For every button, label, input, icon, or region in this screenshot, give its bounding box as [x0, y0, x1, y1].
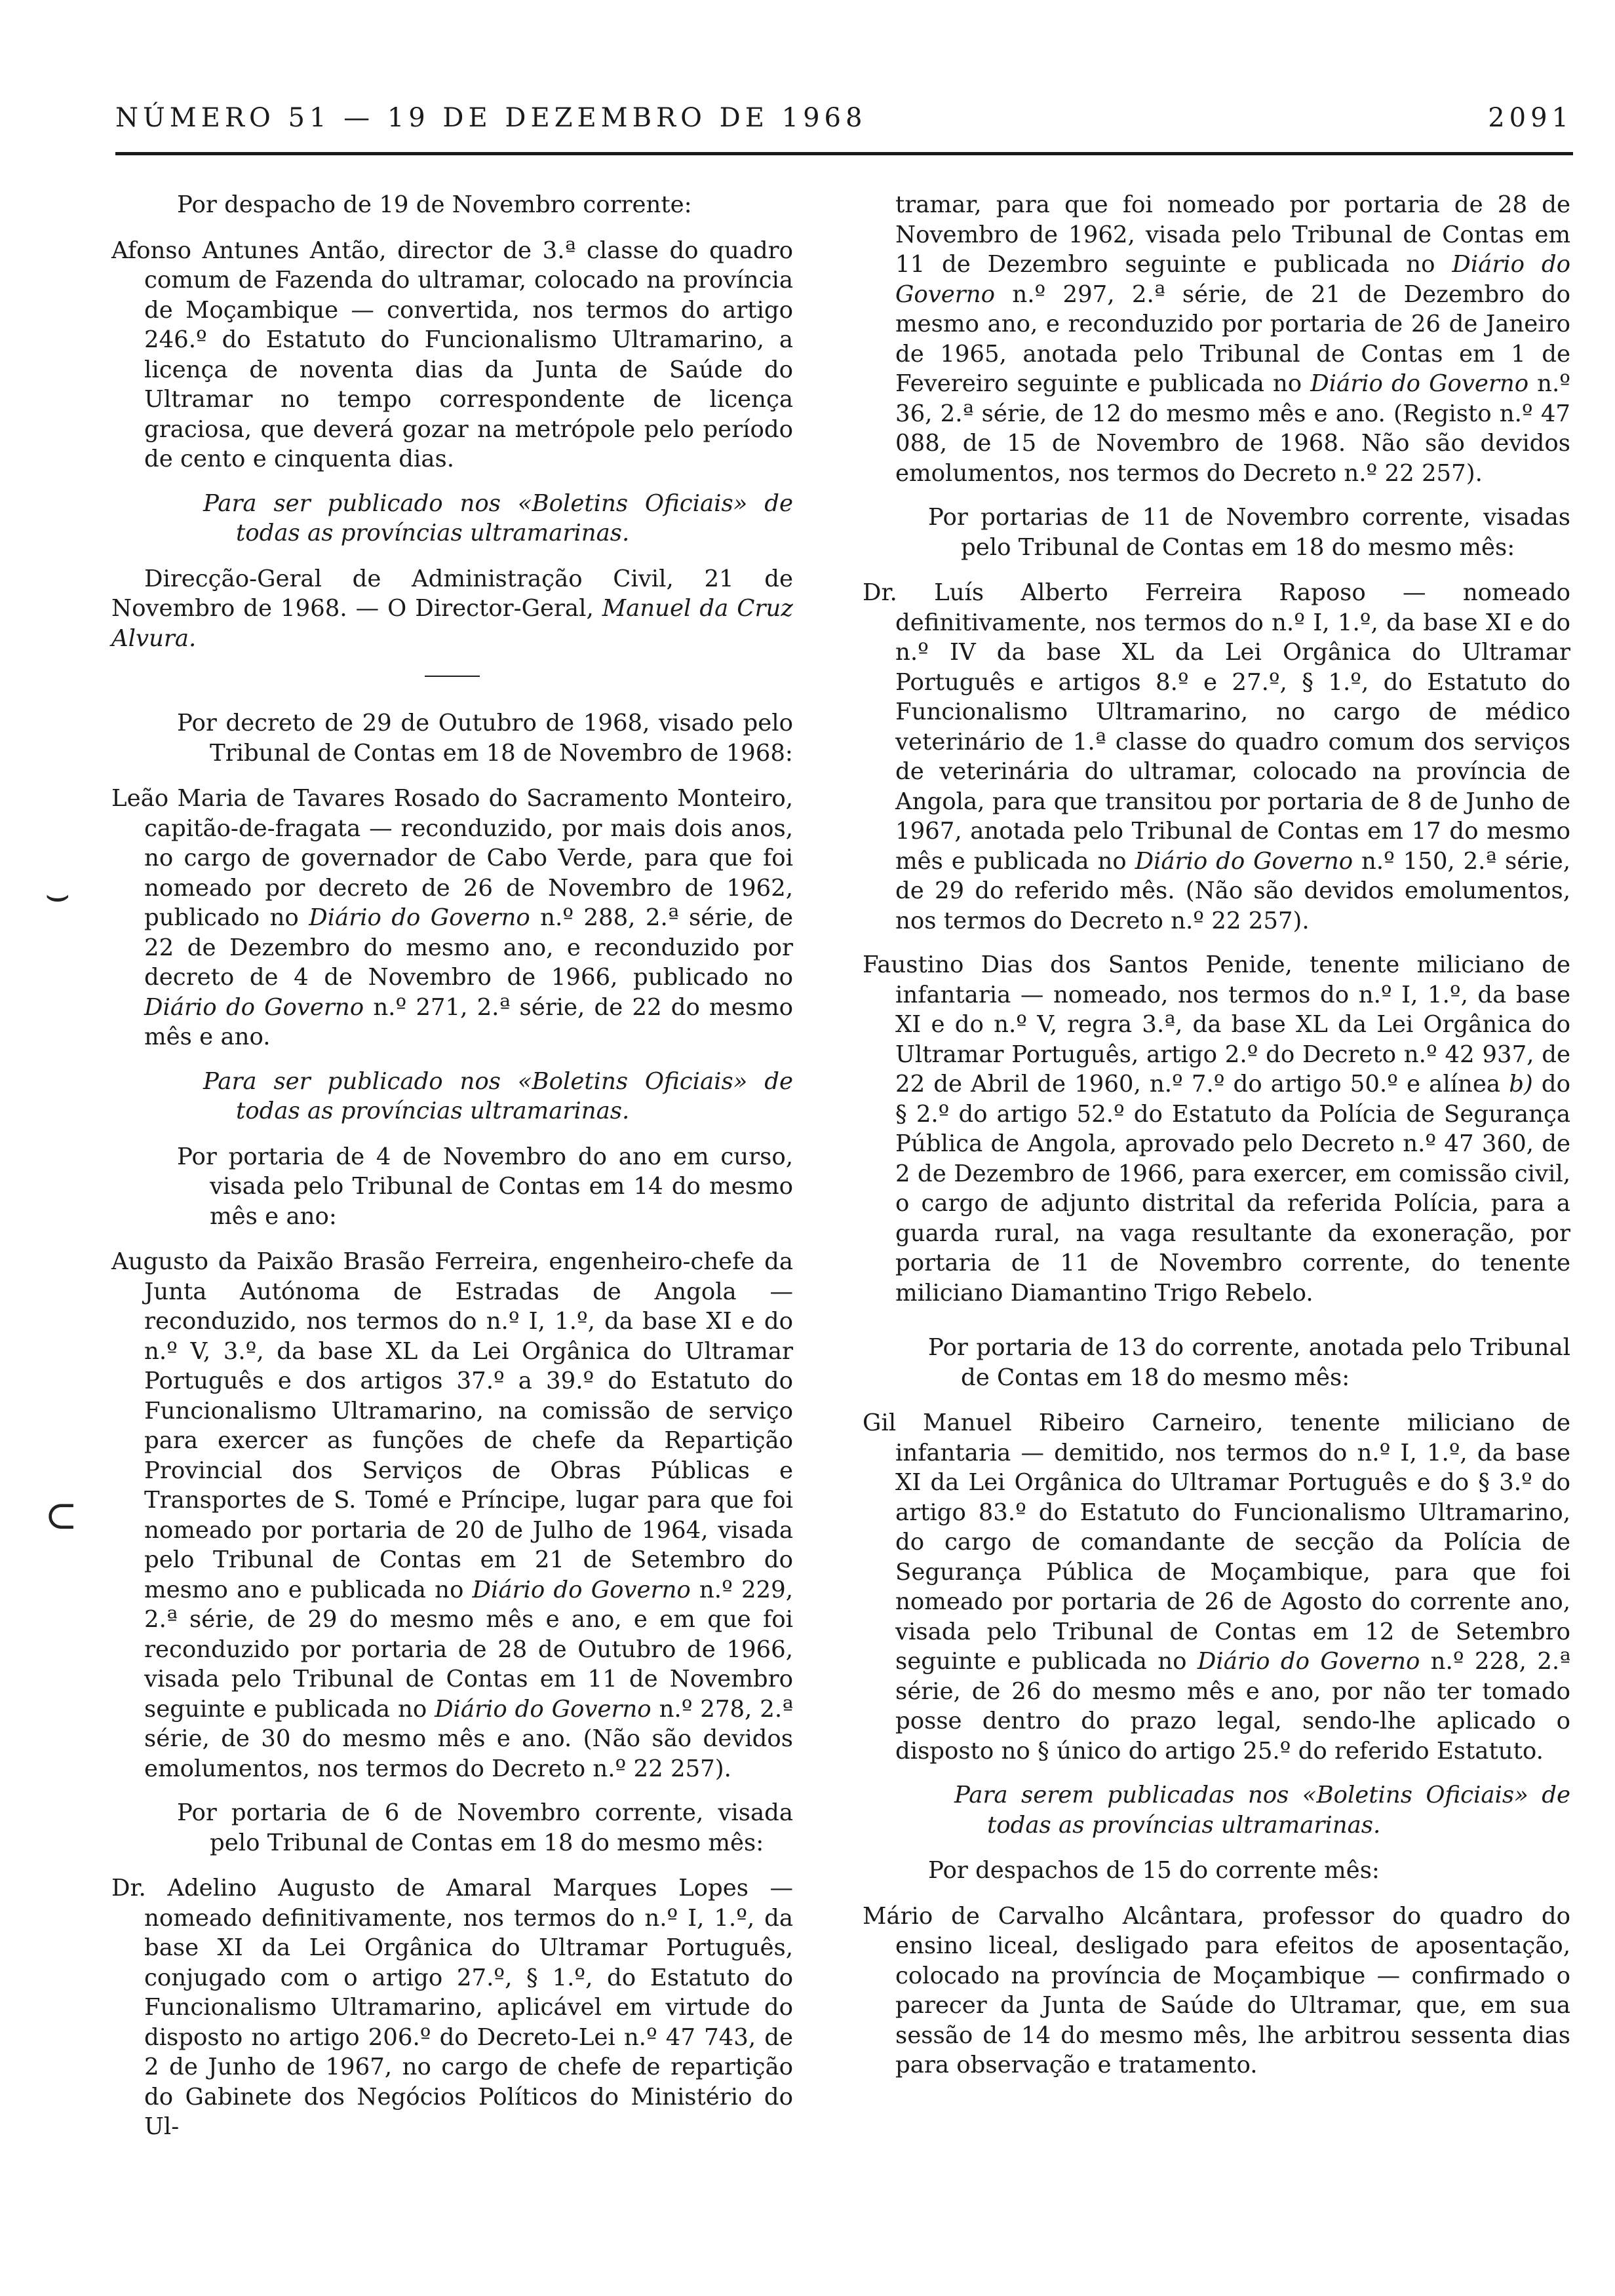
entry-text: n.º 288, 2.ª série, de 22 de Dezembro do mesmo ano, e reconduzido por decreto de 4 de Novembro de 1966, publicado no [144, 904, 793, 991]
entry-leao-monteiro [111, 784, 793, 1052]
despacho-intro: Por despacho de 19 de Novembro corrente: [177, 191, 692, 218]
entry-adelino-lopes: Dr. Adelino Augusto de Amaral Marques Lopes — nomeado definitivamente, nos termos do n.º I, 1.º, da base XI da Lei Orgânica do Ultramar Português, conjugado com o artigo 27.º, § 1.º, do Estatuto do Funcionalismo Ultramarino, aplicável em virtude do disposto no artigo 206.º do Decreto-Lei n.º 47 743, de 2 de Junho de 1967, no cargo de chefe de repartição do Gabinete dos Negócios Políticos do Ministério do Ul- [111, 1875, 793, 2140]
portaria-intro: Por portaria de 13 do corrente, anotada pelo Tribunal de Contas em 18 do mesmo mês: [928, 1334, 1570, 1391]
entry-text: n.º 297, 2.ª série, de 21 de Dezembro do mesmo ano, e reconduzido por portaria de 26 de Janeiro de 1965, anotada pelo Tribunal de Contas em 1 de Fevereiro seguinte e publicada no [895, 280, 1570, 397]
entry-augusto-ferreira [111, 1247, 793, 1784]
spacer [863, 1322, 1570, 1333]
entry-faustino-penide [863, 950, 1570, 1308]
page-header [115, 98, 1573, 138]
portarias-intro: Por portarias de 11 de Novembro corrente, visadas pelo Tribunal de Contas em 18 do mesmo mês: [928, 504, 1570, 561]
entry-text: Leão Maria de Tavares Rosado do Sacramento Monteiro, capitão-de-fragata — reconduzido, por mais dois anos, no cargo de governador de Cabo Verde, para que foi nomeado por decreto de 26 de Novembro de 1962, publicado no [111, 785, 793, 931]
entry-text: n.º 36, 2.ª série, de 12 do mesmo mês e ano. (Registo n.º 47 088, de 15 de Novembro de 1968. Não são devidos emolumentos, nos termos do Decreto n.º 22 257). [895, 370, 1571, 487]
margin-bracket-mark: ⊂ [45, 1493, 78, 1539]
gazette-ref: Diário do Governo [435, 1695, 652, 1723]
page-number: 2091 [1488, 103, 1573, 133]
entry-text: n.º 229, 2.ª série, de 29 do mesmo mês e ano, e em que foi reconduzido por portaria de 28 de Outubro de 1966, visada pelo Tribunal de Contas em 11 de Novembro seguinte e publicada no [144, 1576, 794, 1723]
entry-text: tramar, para que foi nomeado por portaria de 28 de Novembro de 1962, visada pelo Tribunal de Contas em 11 de Dezembro seguinte e publicada no [895, 191, 1570, 278]
entry-luis-raposo [863, 578, 1570, 936]
section-divider [425, 676, 480, 677]
entry-text: Augusto da Paixão Brasão Ferreira, engenheiro-chefe da Junta Autónoma de Estradas de Angola — reconduzido, nos termos do n.º I, 1.º, da base XI e do n.º V, 3.º, da base XL da Lei Orgânica do Ultramar Português e dos artigos 37.º a 39.º do Estatuto do Funcionalismo Ultramarino, na comissão de serviço para exercer as funções de chefe da Repartição Provincial dos Serviços de Obras Públicas e Transportes de S. Tomé e Príncipe, lugar para que foi nomeado por portaria de 20 de Julho de 1964, visada pelo Tribunal de Contas em 21 de Setembro do mesmo ano e publicada no [111, 1248, 793, 1603]
signature-text: Direcção-Geral de Administração Civil, 21 de Novembro de 1968. — O Director-Geral, [111, 565, 793, 622]
gazette-ref: Diário do Governo [895, 251, 1570, 308]
left-column [111, 190, 793, 2156]
portaria-intro: Por portaria de 6 de Novembro corrente, visada pelo Tribunal de Contas em 18 do mesmo mês: [177, 1799, 793, 1856]
publication-note: Para serem publicadas nos «Boletins Oficiais» de todas as províncias ultramarinas. [954, 1782, 1570, 1839]
entry-afonso-antao: Afonso Antunes Antão, director de 3.ª classe do quadro comum de Fazenda do ultramar, colocado na província de Moçambique — convertida, nos termos do artigo 246.º do Estatuto do Funcionalismo Ultramarino, a licença de noventa dias da Junta de Saúde do Ultramar no tempo correspondente de licença graciosa, que deverá gozar na metrópole pelo período de cento e cinquenta dias. [111, 237, 793, 472]
entry-text: n.º 271, 2.ª série, de 22 do mesmo mês e ano. [144, 993, 793, 1050]
entry-gil-carneiro [863, 1408, 1570, 1766]
publication-note: Para ser publicado nos «Boletins Oficiais» de todas as províncias ultramarinas. [203, 489, 793, 546]
signature-line [111, 564, 793, 654]
entry-mario-alcantara: Mário de Carvalho Alcântara, professor do quadro do ensino liceal, desligado para efeitos de aposentação, colocado na província de Moçambique — confirmado o parecer da Junta de Saúde do Ultramar, que, em sua sessão de 14 do mesmo mês, lhe arbitrou sessenta dias para observação e tratamento. [863, 1902, 1570, 2078]
margin-tick-mark: ⌣ [45, 871, 71, 917]
entry-text: n.º 228, 2.ª série, de 26 do mesmo mês e ano, por não ter tomado posse dentro do prazo legal, sendo-lhe aplicado o disposto no § único do artigo 25.º do referido Estatuto. [895, 1648, 1570, 1765]
despachos-intro: Por despachos de 15 do corrente mês: [928, 1857, 1380, 1884]
gazette-ref: Diário do Governo [472, 1576, 691, 1603]
entry-text: n.º 278, 2.ª série, de 30 do mesmo mês e ano. (Não são devidos emolumentos, nos termos do Decreto n.º 22 257). [144, 1695, 793, 1782]
gazette-ref: Diário do Governo [309, 904, 530, 931]
gazette-ref: Diário do Governo [144, 993, 364, 1021]
gazette-ref: Diário do Governo [1135, 847, 1353, 875]
publication-note: Para ser publicado nos «Boletins Oficiais» de todas as províncias ultramarinas. [203, 1067, 793, 1124]
signatory-name: Manuel da Cruz Alvura. [111, 595, 794, 652]
entry-text: Faustino Dias dos Santos Penide, tenente miliciano de infantaria — nomeado, nos termos do n.º I, 1.º, da base XI e do n.º V, regra 3.ª, da base XL da Lei Orgânica do Ultramar Português, artigo 2.º do Decreto n.º 42 937, de 22 de Abril de 1960, n.º 7.º do artigo 50.º e alínea [863, 951, 1570, 1098]
gazette-ref: Diário do Governo [1310, 370, 1529, 397]
header-rule [115, 152, 1573, 155]
clause-ref: b) [1509, 1071, 1533, 1098]
entry-text: Dr. Luís Alberto Ferreira Raposo — nomeado definitivamente, nos termos do n.º I, 1.º, da base XI e do n.º IV da base XL da Lei Orgânica do Ultramar Português e artigos 8.º e 27.º, § 1.º, do Estatuto do Funcionalismo Ultramarino, no cargo de médico veterinário de 1.ª classe do quadro comum dos serviços de veterinária do ultramar, colocado na província de Angola, para que transitou por portaria de 8 de Junho de 1967, anotada pelo Tribunal de Contas em 17 do mesmo mês e publicada no [863, 579, 1570, 875]
gazette-ref: Diário do Governo [1197, 1648, 1420, 1675]
issue-title: NÚMERO 51 — 19 DE DEZEMBRO DE 1968 [115, 103, 867, 133]
decreto-intro: Por decreto de 29 de Outubro de 1968, visado pelo Tribunal de Contas em 18 de Novembro de 1968: [177, 710, 793, 767]
right-column [863, 190, 1570, 2095]
entry-text: Gil Manuel Ribeiro Carneiro, tenente miliciano de infantaria — demitido, nos termos do n.º I, 1.º, da base XI da Lei Orgânica do Ultramar Português e do § 3.º do artigo 83.º do Estatuto do Funcionalismo Ultramarino, do cargo de comandante de secção da Polícia de Segurança Pública de Moçambique, para que foi nomeado por portaria de 26 de Agosto do corrente ano, visada pelo Tribunal de Contas em 12 de Setembro seguinte e publicada no [863, 1409, 1570, 1675]
entry-adelino-lopes-continued [863, 190, 1570, 488]
portaria-intro: Por portaria de 4 de Novembro do ano em curso, visada pelo Tribunal de Contas em 14 do mesmo mês e ano: [177, 1143, 793, 1230]
entry-text: n.º 150, 2.ª série, de 29 do referido mês. (Não são devidos emolumentos, nos termos do Decreto n.º 22 257). [895, 847, 1570, 934]
entry-text: do § 2.º do artigo 52.º do Estatuto da Polícia de Segurança Pública de Angola, aprovado pelo Decreto n.º 47 360, de 2 de Dezembro de 1966, para exercer, em comissão civil, o cargo de adjunto distrital da referida Polícia, para a guarda rural, na vaga resultante da exoneração, por portaria de 11 de Novembro corrente, do tenente miliciano Diamantino Trigo Rebelo. [895, 1071, 1570, 1307]
